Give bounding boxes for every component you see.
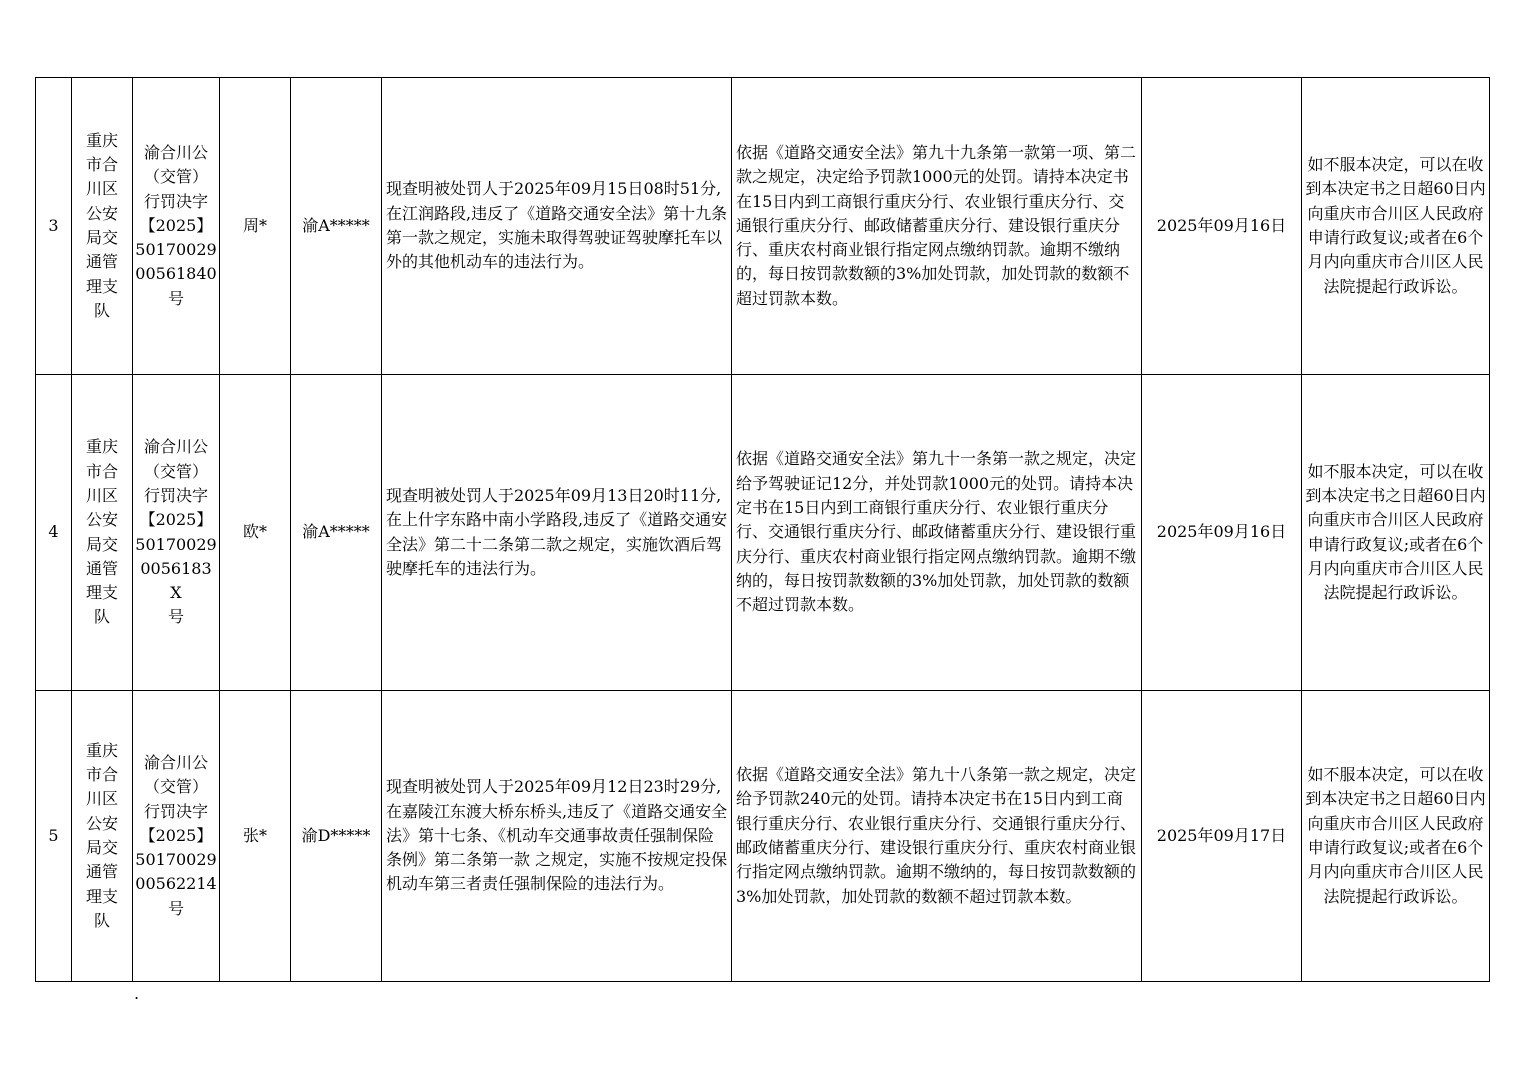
footer-dot: . [134, 984, 140, 1003]
person-name-cell: 周* [220, 78, 291, 375]
person-name-cell: 张* [220, 691, 291, 982]
plate-number-cell: 渝A***** [291, 78, 382, 375]
violation-facts-cell: 现查明被处罚人于2025年09月15日08时51分,在江润路段,违反了《道路交通安全法》第十九条第一款之规定，实施未取得驾驶证驾驶摩托车以外的其他机动车的违法行为。 [382, 78, 732, 375]
penalty-basis-cell: 依据《道路交通安全法》第九十八条第一款之规定，决定给予罚款240元的处罚。请持本决定书在15日内到工商银行重庆分行、农业银行重庆分行、交通银行重庆分行、邮政储蓄重庆分行、建设银行重庆分行、重庆农村商业银行指定网点缴纳罚款。逾期不缴纳的，每日按罚款数额的3%加处罚款，加处罚款的数额不超过罚款本数。 [732, 691, 1142, 982]
agency-cell: 重庆 市合 川区 公安 局交 通管 理支 队 [72, 691, 133, 982]
penalty-basis-cell: 依据《道路交通安全法》第九十一条第一款之规定，决定给予驾驶证记12分，并处罚款1000元的处罚。请持本决定书在15日内到工商银行重庆分行、农业银行重庆分行、交通银行重庆分行、邮政储蓄重庆分行、建设银行重庆分行、重庆农村商业银行指定网点缴纳罚款。逾期不缴纳的，每日按罚款数额的3%加处罚款，加处罚款的数额不超过罚款本数。 [732, 375, 1142, 691]
violation-facts-cell: 现查明被处罚人于2025年09月13日20时11分,在上什字东路中南小学路段,违反了《道路交通安全法》第二十二条第二款之规定，实施饮酒后驾驶摩托车的违法行为。 [382, 375, 732, 691]
remedy-notice-cell: 如不服本决定，可以在收到本决定书之日超60日内向重庆市合川区人民政府申请行政复议;或者在6个月内向重庆市合川区人民法院提起行政诉讼。 [1302, 78, 1490, 375]
penalty-decision-table [35, 77, 1490, 982]
remedy-notice-cell: 如不服本决定，可以在收到本决定书之日超60日内向重庆市合川区人民政府申请行政复议;或者在6个月内向重庆市合川区人民法院提起行政诉讼。 [1302, 691, 1490, 982]
decision-date-cell: 2025年09月16日 [1142, 78, 1302, 375]
table-row [36, 375, 1490, 691]
decision-date-cell: 2025年09月16日 [1142, 375, 1302, 691]
plate-number-cell: 渝D***** [291, 691, 382, 982]
violation-facts-cell: 现查明被处罚人于2025年09月12日23时29分,在嘉陵江东渡大桥东桥头,违反了《道路交通安全法》第十七条、《机动车交通事故责任强制保险条例》第二条第一款 之规定，实施不按规定投保机动车第三者责任强制保险的违法行为。 [382, 691, 732, 982]
row-number: 4 [36, 375, 72, 691]
agency-cell: 重庆 市合 川区 公安 局交 通管 理支 队 [72, 375, 133, 691]
row-number: 5 [36, 691, 72, 982]
agency-cell: 重庆 市合 川区 公安 局交 通管 理支 队 [72, 78, 133, 375]
table-row [36, 691, 1490, 982]
decision-number-cell: 渝合川公 （交管） 行罚决字 【2025】 50170029 00561840 号 [133, 78, 220, 375]
remedy-notice-cell: 如不服本决定，可以在收到本决定书之日超60日内向重庆市合川区人民政府申请行政复议;或者在6个月内向重庆市合川区人民法院提起行政诉讼。 [1302, 375, 1490, 691]
decision-date-cell: 2025年09月17日 [1142, 691, 1302, 982]
decision-number-cell: 渝合川公 （交管） 行罚决字 【2025】 50170029 00562214 号 [133, 691, 220, 982]
row-number: 3 [36, 78, 72, 375]
decision-number-cell: 渝合川公 （交管） 行罚决字 【2025】 50170029 0056183X 号 [133, 375, 220, 691]
person-name-cell: 欧* [220, 375, 291, 691]
table-row [36, 78, 1490, 375]
plate-number-cell: 渝A***** [291, 375, 382, 691]
penalty-basis-cell: 依据《道路交通安全法》第九十九条第一款第一项、第二款之规定，决定给予罚款1000元的处罚。请持本决定书在15日内到工商银行重庆分行、农业银行重庆分行、交通银行重庆分行、邮政储蓄重庆分行、建设银行重庆分行、重庆农村商业银行指定网点缴纳罚款。逾期不缴纳的，每日按罚款数额的3%加处罚款，加处罚款的数额不超过罚款本数。 [732, 78, 1142, 375]
